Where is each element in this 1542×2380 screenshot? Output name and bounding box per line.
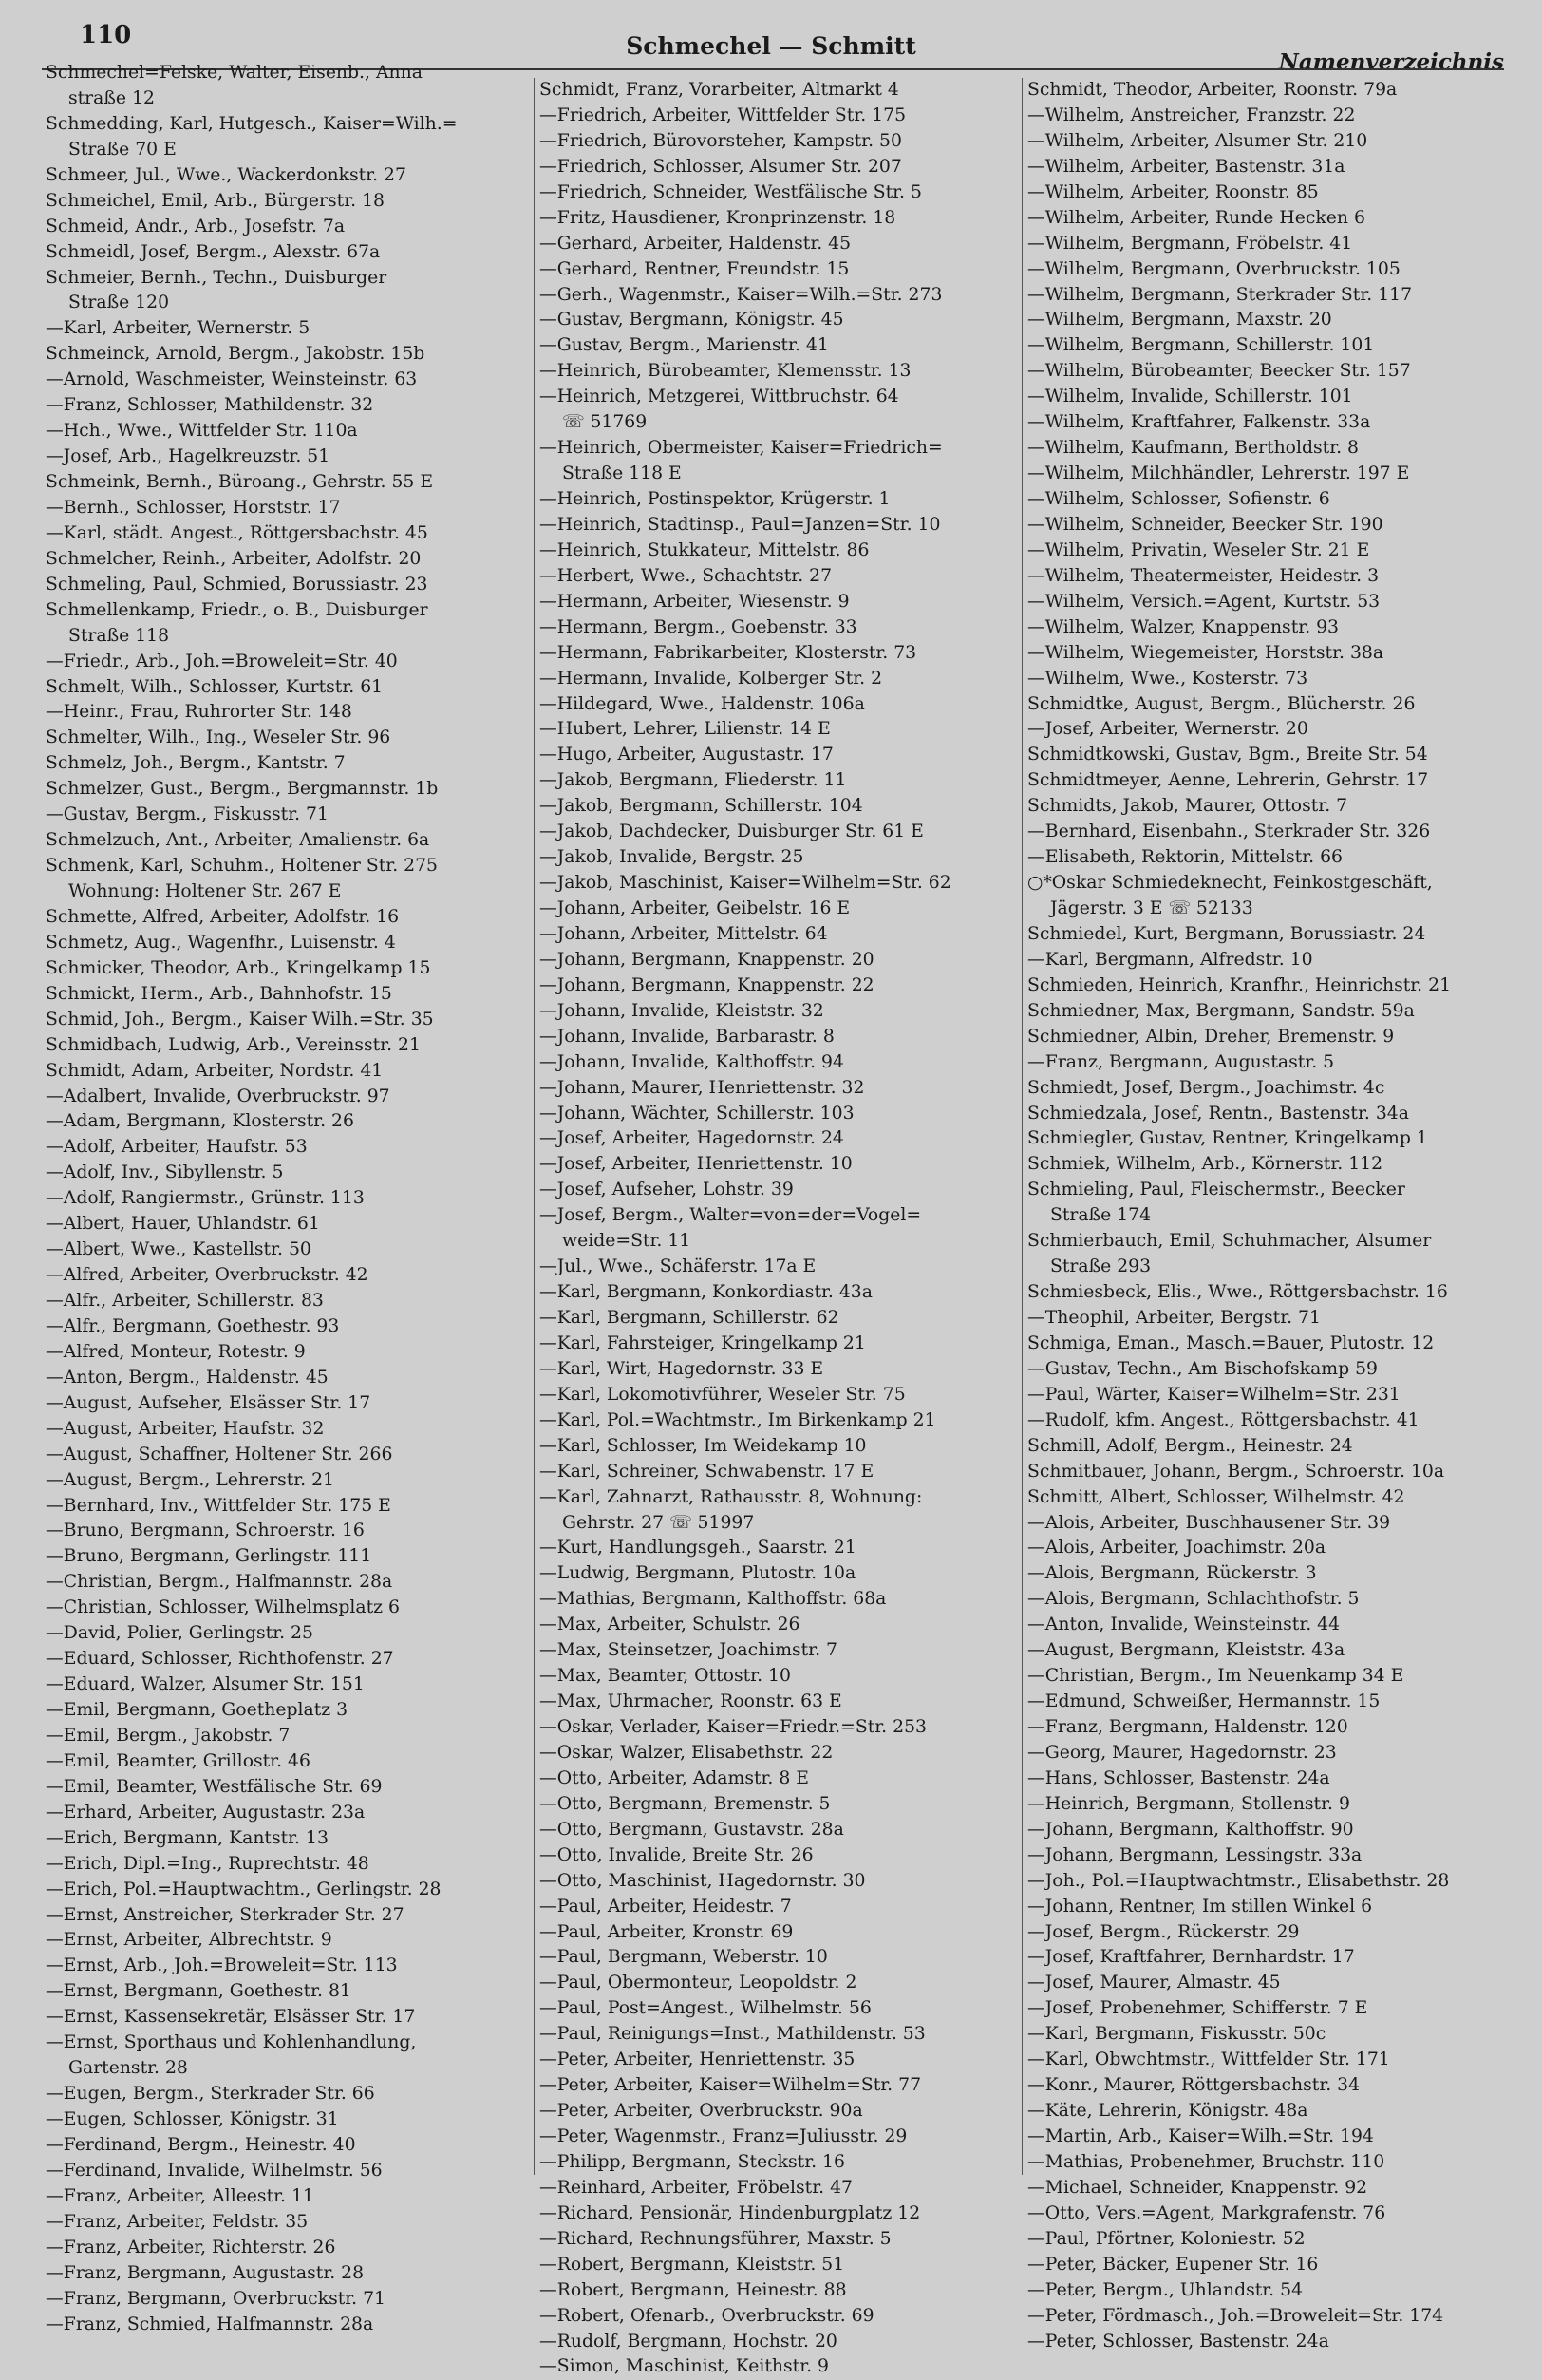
directory-entry: —Reinhard, Arbeiter, Fröbelstr. 47 — [539, 2177, 853, 2198]
column-3 — [1027, 78, 1515, 2354]
directory-entry: —Herbert, Wwe., Schachtstr. 27 — [539, 565, 833, 586]
directory-entry: Schmiga, Eman., Masch.=Bauer, Plutostr. 12 — [1027, 1332, 1435, 1353]
directory-entry: Schmickt, Herm., Arb., Bahnhofstr. 15 — [46, 983, 392, 1004]
directory-entry: Schmetz, Aug., Wagenfhr., Luisenstr. 4 — [46, 932, 396, 953]
directory-entry: —Alois, Bergmann, Schlachthofstr. 5 — [1027, 1589, 1360, 1610]
directory-entry: Schmieling, Paul, Fleischermstr., Beecker — [1027, 1180, 1405, 1200]
directory-entry: —Paul, Arbeiter, Kronstr. 69 — [539, 1921, 794, 1942]
directory-entry: —Alfred, Arbeiter, Overbruckstr. 42 — [46, 1265, 368, 1286]
directory-entry: Gartenstr. 28 — [68, 2058, 188, 2079]
directory-entry: —Heinrich, Stadtinsp., Paul=Janzen=Str. 10 — [539, 514, 941, 535]
directory-entry: —Paul, Reinigungs=Inst., Mathildenstr. 53 — [539, 2024, 926, 2045]
directory-entry: —Ludwig, Bergmann, Plutostr. 10a — [539, 1563, 856, 1584]
directory-entry: —Bernhard, Inv., Wittfelder Str. 175 E — [46, 1495, 391, 1516]
directory-entry: —Jul., Wwe., Schäferstr. 17a E — [539, 1256, 817, 1277]
directory-entry: —Richard, Pensionär, Hindenburgplatz 12 — [539, 2202, 921, 2223]
directory-entry: —Hugo, Arbeiter, Augustastr. 17 — [539, 745, 834, 765]
directory-entry: —Johann, Rentner, Im stillen Winkel 6 — [1027, 1896, 1373, 1917]
directory-entry: —Karl, Bergmann, Fiskusstr. 50c — [1027, 2024, 1326, 2045]
directory-entry: —Peter, Bäcker, Eupener Str. 16 — [1027, 2254, 1319, 2275]
directory-entry: Schmiegler, Gustav, Rentner, Kringelkamp 1 — [1027, 1128, 1428, 1149]
directory-entry: —Gerhard, Rentner, Freundstr. 15 — [539, 258, 850, 279]
directory-entry: —Kurt, Handlungsgeh., Saarstr. 21 — [539, 1538, 856, 1558]
directory-entry: —Friedrich, Schlosser, Alsumer Str. 207 — [539, 156, 902, 177]
directory-entry: —Jakob, Bergmann, Fliederstr. 11 — [539, 770, 847, 791]
directory-entry: —Otto, Invalide, Breite Str. 26 — [539, 1844, 814, 1865]
directory-entry: —Heinrich, Stukkateur, Mittelstr. 86 — [539, 539, 870, 560]
directory-entry: —Fritz, Hausdiener, Kronprinzenstr. 18 — [539, 207, 896, 228]
directory-entry: —Robert, Ofenarb., Overbruckstr. 69 — [539, 2305, 874, 2326]
directory-entry: —Franz, Bergmann, Augustastr. 5 — [1027, 1051, 1335, 1072]
directory-entry: Schmelcher, Reinh., Arbeiter, Adolfstr. 20 — [46, 548, 422, 569]
directory-entry: —Peter, Arbeiter, Kaiser=Wilhelm=Str. 77 — [539, 2075, 922, 2096]
directory-entry: —Ernst, Anstreicher, Sterkrader Str. 27 — [46, 1904, 404, 1925]
directory-entry: —Friedrich, Arbeiter, Wittfelder Str. 175 — [539, 104, 907, 125]
directory-entry: —Erich, Pol.=Hauptwachtm., Gerlingstr. 28 — [46, 1879, 442, 1899]
directory-entry: Schmierbauch, Emil, Schuhmacher, Alsumer — [1027, 1231, 1432, 1252]
directory-entry: —Edmund, Schweißer, Hermannstr. 15 — [1027, 1691, 1381, 1712]
directory-entry: Schmedding, Karl, Hutgesch., Kaiser=Wilh.= — [46, 113, 458, 134]
directory-entry: —Karl, Pol.=Wachtmstr., Im Birkenkamp 21 — [539, 1409, 936, 1430]
directory-entry: —Wilhelm, Bergmann, Schillerstr. 101 — [1027, 335, 1375, 356]
directory-entry: —David, Polier, Gerlingstr. 25 — [46, 1623, 313, 1644]
directory-entry: ○*Oskar Schmiedeknecht, Feinkostgeschäft, — [1027, 873, 1433, 894]
directory-entry: —Adam, Bergmann, Klosterstr. 26 — [46, 1111, 354, 1132]
directory-entry: —Max, Beamter, Ottostr. 10 — [539, 1666, 791, 1687]
directory-entry: —Heinrich, Bergmann, Stollenstr. 9 — [1027, 1793, 1350, 1814]
directory-entry: —Wilhelm, Schneider, Beecker Str. 190 — [1027, 514, 1383, 535]
directory-entry: —Wilhelm, Bergmann, Maxstr. 20 — [1027, 310, 1332, 331]
directory-entry: —Otto, Bergmann, Bremenstr. 5 — [539, 1793, 831, 1814]
directory-entry: Schmeink, Bernh., Büroang., Gehrstr. 55 E — [46, 472, 434, 492]
directory-entry: —Jakob, Bergmann, Schillerstr. 104 — [539, 796, 863, 817]
directory-entry: —Emil, Bergm., Jakobstr. 7 — [46, 1725, 291, 1746]
directory-entry: —Johann, Bergmann, Lessingstr. 33a — [1027, 1844, 1363, 1865]
directory-entry: —Jakob, Invalide, Bergstr. 25 — [539, 847, 804, 868]
directory-entry: —Adalbert, Invalide, Overbruckstr. 97 — [46, 1086, 390, 1106]
directory-entry: —Christian, Schlosser, Wilhelmsplatz 6 — [46, 1597, 400, 1618]
directory-entry: —Hermann, Invalide, Kolberger Str. 2 — [539, 668, 883, 689]
directory-entry: —Martin, Arb., Kaiser=Wilh.=Str. 194 — [1027, 2126, 1374, 2146]
directory-entry: Schmidtkowski, Gustav, Bgm., Breite Str. 54 — [1027, 745, 1428, 765]
directory-entry: —Otto, Vers.=Agent, Markgrafenstr. 76 — [1027, 2202, 1386, 2223]
directory-entry: —Erich, Bergmann, Kantstr. 13 — [46, 1827, 329, 1848]
directory-entry: —Josef, Arbeiter, Wernerstr. 20 — [1027, 719, 1308, 740]
directory-entry: —Mathias, Bergmann, Kalthoffstr. 68a — [539, 1589, 887, 1610]
directory-entry: —Philipp, Bergmann, Steckstr. 16 — [539, 2151, 845, 2172]
directory-entry: —Emil, Beamter, Westfälische Str. 69 — [46, 1776, 383, 1797]
directory-entry: —Wilhelm, Arbeiter, Bastenstr. 31a — [1027, 156, 1345, 177]
directory-entry: —Friedrich, Schneider, Westfälische Str. 5 — [539, 181, 922, 202]
directory-entry: —Josef, Arb., Hagelkreuzstr. 51 — [46, 446, 330, 467]
directory-entry: —Ernst, Kassensekretär, Elsässer Str. 17 — [46, 2007, 416, 2028]
directory-entry: Schmidbach, Ludwig, Arb., Vereinsstr. 21 — [46, 1034, 421, 1055]
directory-entry: —Otto, Arbeiter, Adamstr. 8 E — [539, 1767, 809, 1788]
directory-entry: Wohnung: Holtener Str. 267 E — [68, 881, 342, 901]
directory-entry: Schmechel=Felske, Walter, Eisenb., Anna — [46, 63, 423, 83]
directory-entry: Schmelter, Wilh., Ing., Weseler Str. 96 — [46, 727, 391, 748]
directory-entry: —Alois, Arbeiter, Joachimstr. 20a — [1027, 1538, 1326, 1558]
directory-entry: —Peter, Wagenmstr., Franz=Juliusstr. 29 — [539, 2126, 908, 2146]
directory-entry: —Ernst, Arbeiter, Albrechtstr. 9 — [46, 1930, 332, 1951]
directory-entry: Schmeid, Andr., Arb., Josefstr. 7a — [46, 216, 346, 236]
directory-entry: Schmette, Alfred, Arbeiter, Adolfstr. 16 — [46, 906, 400, 927]
directory-entry: —August, Bergm., Lehrerstr. 21 — [46, 1469, 335, 1490]
directory-entry: Schmeling, Paul, Schmied, Borussiastr. 23 — [46, 574, 428, 595]
directory-entry: —Eugen, Bergm., Sterkrader Str. 66 — [46, 2084, 375, 2105]
directory-entry: ☏ 51769 — [562, 412, 648, 433]
directory-entry: Schmitbauer, Johann, Bergm., Schroerstr. 10a — [1027, 1461, 1445, 1482]
directory-entry: Schmicker, Theodor, Arb., Kringelkamp 15 — [46, 957, 431, 978]
column-divider — [534, 78, 535, 2175]
directory-entry: —Johann, Bergmann, Kalthoffstr. 90 — [1027, 1819, 1354, 1840]
directory-entry: —Paul, Post=Angest., Wilhelmstr. 56 — [539, 1998, 872, 2019]
directory-entry: —Rudolf, Bergmann, Hochstr. 20 — [539, 2331, 837, 2352]
directory-entry: —Karl, städt. Angest., Röttgersbachstr. 45 — [46, 522, 428, 543]
directory-entry: —Adolf, Arbeiter, Haufstr. 53 — [46, 1137, 308, 1158]
directory-entry: —Wilhelm, Bürobeamter, Beecker Str. 157 — [1027, 361, 1411, 382]
directory-entry: —Wilhelm, Arbeiter, Alsumer Str. 210 — [1027, 130, 1368, 151]
directory-entry: —Bernh., Schlosser, Horststr. 17 — [46, 497, 341, 518]
directory-entry: —Josef, Maurer, Almastr. 45 — [1027, 1973, 1281, 1993]
directory-entry: —August, Aufseher, Elsässer Str. 17 — [46, 1392, 371, 1413]
directory-entry: —Theophil, Arbeiter, Bergstr. 71 — [1027, 1308, 1321, 1328]
directory-entry: —Karl, Fahrsteiger, Kringelkamp 21 — [539, 1332, 866, 1353]
directory-entry: —Ernst, Sporthaus und Kohlenhandlung, — [46, 2032, 417, 2053]
directory-entry: —Ferdinand, Invalide, Wilhelmstr. 56 — [46, 2160, 383, 2181]
directory-entry: —Konr., Maurer, Röttgersbachstr. 34 — [1027, 2075, 1361, 2096]
directory-entry: —August, Bergmann, Kleiststr. 43a — [1027, 1640, 1345, 1661]
directory-entry: Schmeichel, Emil, Arb., Bürgerstr. 18 — [46, 190, 385, 211]
directory-entry: —Franz, Schlosser, Mathildenstr. 32 — [46, 395, 374, 416]
directory-entry: —Oskar, Verlader, Kaiser=Friedr.=Str. 253 — [539, 1717, 927, 1737]
directory-entry: —Peter, Bergm., Uhlandstr. 54 — [1027, 2279, 1304, 2300]
directory-entry: —Wilhelm, Kraftfahrer, Falkenstr. 33a — [1027, 412, 1371, 433]
directory-entry: —Hubert, Lehrer, Lilienstr. 14 E — [539, 719, 831, 740]
directory-entry: —Wilhelm, Arbeiter, Runde Hecken 6 — [1027, 207, 1365, 228]
directory-entry: —Albert, Wwe., Kastellstr. 50 — [46, 1239, 311, 1260]
directory-entry: —Karl, Arbeiter, Wernerstr. 5 — [46, 318, 310, 339]
directory-entry: Schmidtke, August, Bergm., Blücherstr. 26 — [1027, 693, 1416, 714]
directory-entry: —Peter, Arbeiter, Henriettenstr. 35 — [539, 2049, 856, 2070]
directory-entry: —Johann, Maurer, Henriettenstr. 32 — [539, 1077, 865, 1098]
directory-entry: Schmidt, Adam, Arbeiter, Nordstr. 41 — [46, 1060, 384, 1081]
directory-entry: —Karl, Zahnarzt, Rathausstr. 8, Wohnung: — [539, 1486, 923, 1507]
directory-entry: Gehrstr. 27 ☏ 51997 — [562, 1512, 755, 1533]
directory-entry: Schmeier, Bernh., Techn., Duisburger — [46, 267, 387, 288]
directory-entry: —Franz, Arbeiter, Richterstr. 26 — [46, 2237, 336, 2257]
directory-entry: Schmelt, Wilh., Schlosser, Kurtstr. 61 — [46, 676, 384, 697]
directory-entry: —Elisabeth, Rektorin, Mittelstr. 66 — [1027, 847, 1343, 868]
directory-entry: —Franz, Arbeiter, Feldstr. 35 — [46, 2211, 309, 2232]
directory-entry: —Ferdinand, Bergm., Heinestr. 40 — [46, 2134, 356, 2155]
directory-entry: —Karl, Bergmann, Konkordiastr. 43a — [539, 1282, 873, 1303]
column-2 — [539, 78, 1027, 2380]
directory-entry: Schmiedt, Josef, Bergm., Joachimstr. 4c — [1027, 1077, 1385, 1098]
directory-entry: Schmidts, Jakob, Maurer, Ottostr. 7 — [1027, 796, 1348, 817]
directory-entry: Schmitt, Albert, Schlosser, Wilhelmstr. 42 — [1027, 1486, 1405, 1507]
directory-entry: —Wilhelm, Anstreicher, Franzstr. 22 — [1027, 104, 1356, 125]
directory-entry: —Paul, Arbeiter, Heidestr. 7 — [539, 1896, 792, 1917]
directory-entry: —Josef, Bergm., Walter=von=der=Vogel= — [539, 1205, 922, 1226]
directory-entry: —Gerh., Wagenmstr., Kaiser=Wilh.=Str. 273 — [539, 284, 943, 305]
directory-entry: —Ernst, Bergmann, Goethestr. 81 — [46, 1981, 351, 2002]
directory-entry: —Franz, Schmied, Halfmannstr. 28a — [46, 2314, 374, 2334]
directory-entry: straße 12 — [68, 87, 155, 108]
directory-entry: —Jakob, Maschinist, Kaiser=Wilhelm=Str. 62 — [539, 873, 951, 894]
directory-entry: —Franz, Arbeiter, Alleestr. 11 — [46, 2185, 314, 2206]
directory-entry: —Hermann, Fabrikarbeiter, Klosterstr. 73 — [539, 642, 917, 663]
page-title: Schmechel — Schmitt — [626, 32, 916, 60]
directory-entry: —Johann, Bergmann, Knappenstr. 22 — [539, 974, 874, 995]
directory-entry: —Mathias, Probenehmer, Bruchstr. 110 — [1027, 2151, 1385, 2172]
directory-entry: Schmeer, Jul., Wwe., Wackerdonkstr. 27 — [46, 164, 406, 185]
directory-entry: Straße 120 — [68, 293, 170, 313]
directory-entry: —Joh., Pol.=Hauptwachtmstr., Elisabethstr. 28 — [1027, 1870, 1450, 1891]
directory-entry: —Josef, Arbeiter, Hagedornstr. 24 — [539, 1128, 844, 1149]
directory-entry: —Wilhelm, Privatin, Weseler Str. 21 E — [1027, 539, 1370, 560]
directory-entry: —Josef, Arbeiter, Henriettenstr. 10 — [539, 1154, 853, 1175]
directory-entry: —Emil, Bergmann, Goetheplatz 3 — [46, 1700, 348, 1720]
directory-entry: —Johann, Bergmann, Knappenstr. 20 — [539, 949, 874, 970]
directory-entry: —Karl, Wirt, Hagedornstr. 33 E — [539, 1358, 824, 1379]
directory-entry: —Alfr., Bergmann, Goethestr. 93 — [46, 1315, 340, 1336]
directory-entry: —Hch., Wwe., Wittfelder Str. 110a — [46, 421, 358, 442]
directory-entry: Schmidtmeyer, Aenne, Lehrerin, Gehrstr. 17 — [1027, 770, 1429, 791]
directory-entry: —Josef, Kraftfahrer, Bernhardstr. 17 — [1027, 1947, 1355, 1968]
directory-entry: —Erich, Dipl.=Ing., Ruprechtstr. 48 — [46, 1853, 369, 1874]
directory-entry: Schmelzuch, Ant., Arbeiter, Amalienstr. 6a — [46, 830, 430, 851]
directory-entry: —Hildegard, Wwe., Haldenstr. 106a — [539, 693, 865, 714]
directory-entry: —Franz, Bergmann, Overbruckstr. 71 — [46, 2288, 386, 2309]
directory-entry: —Gerhard, Arbeiter, Haldenstr. 45 — [539, 233, 852, 254]
directory-entry: —Adolf, Rangiermstr., Grünstr. 113 — [46, 1188, 365, 1209]
directory-entry: —Eugen, Schlosser, Königstr. 31 — [46, 2109, 339, 2129]
directory-entry: —Adolf, Inv., Sibyllenstr. 5 — [46, 1162, 284, 1183]
directory-entry: —Karl, Schreiner, Schwabenstr. 17 E — [539, 1461, 874, 1482]
directory-entry: —Karl, Schlosser, Im Weidekamp 10 — [539, 1435, 867, 1456]
directory-entry: Schmill, Adolf, Bergm., Heinestr. 24 — [1027, 1435, 1353, 1456]
directory-entry: —Wilhelm, Wwe., Kosterstr. 73 — [1027, 668, 1308, 689]
directory-entry: —Hermann, Arbeiter, Wiesenstr. 9 — [539, 591, 850, 612]
directory-entry: —Johann, Wächter, Schillerstr. 103 — [539, 1103, 855, 1124]
directory-entry: Straße 174 — [1050, 1205, 1152, 1226]
directory-entry: Straße 70 E — [68, 139, 177, 160]
directory-entry: —Josef, Aufseher, Lohstr. 39 — [539, 1180, 794, 1200]
directory-entry: —Rudolf, kfm. Angest., Röttgersbachstr. 41 — [1027, 1409, 1420, 1430]
directory-entry: —Christian, Bergm., Im Neuenkamp 34 E — [1027, 1666, 1404, 1687]
directory-entry: —Simon, Maschinist, Keithstr. 9 — [539, 2356, 830, 2377]
directory-entry: —Johann, Arbeiter, Mittelstr. 64 — [539, 923, 828, 944]
directory-entry: Schmieden, Heinrich, Kranfhr., Heinrichstr. 21 — [1027, 974, 1452, 995]
directory-entry: Straße 293 — [1050, 1256, 1152, 1277]
directory-entry: —Robert, Bergmann, Heinestr. 88 — [539, 2279, 847, 2300]
directory-entry: —Max, Arbeiter, Schulstr. 26 — [539, 1615, 800, 1635]
directory-entry: —Erhard, Arbeiter, Augustastr. 23a — [46, 1802, 366, 1823]
directory-entry: —Peter, Schlosser, Bastenstr. 24a — [1027, 2331, 1329, 2352]
directory-entry: —Michael, Schneider, Knappenstr. 92 — [1027, 2177, 1368, 2198]
directory-entry: —Heinrich, Obermeister, Kaiser=Friedrich= — [539, 438, 943, 459]
directory-entry: Schmellenkamp, Friedr., o. B., Duisburger — [46, 599, 428, 620]
directory-entry: Schmelz, Joh., Bergm., Kantstr. 7 — [46, 753, 346, 774]
directory-entry: —Peter, Arbeiter, Overbruckstr. 90a — [539, 2101, 863, 2122]
directory-entry: —Max, Uhrmacher, Roonstr. 63 E — [539, 1691, 842, 1712]
directory-entry: —Georg, Maurer, Hagedornstr. 23 — [1027, 1742, 1337, 1763]
directory-entry: Schmid, Joh., Bergm., Kaiser Wilh.=Str. 35 — [46, 1009, 434, 1029]
directory-entry: —Wilhelm, Bergmann, Sterkrader Str. 117 — [1027, 284, 1413, 305]
directory-entry: —Peter, Fördmasch., Joh.=Broweleit=Str. 174 — [1027, 2305, 1444, 2326]
directory-entry: —Otto, Maschinist, Hagedornstr. 30 — [539, 1870, 866, 1891]
directory-entry: —Richard, Rechnungsführer, Maxstr. 5 — [539, 2228, 892, 2249]
directory-entry: Straße 118 E — [562, 463, 682, 484]
directory-entry: —Franz, Bergmann, Augustastr. 28 — [46, 2262, 365, 2283]
directory-entry: —Wilhelm, Wiegemeister, Horststr. 38a — [1027, 642, 1384, 663]
directory-entry: —Wilhelm, Bergmann, Overbruckstr. 105 — [1027, 258, 1401, 279]
directory-entry: —Hermann, Bergm., Goebenstr. 33 — [539, 616, 857, 637]
directory-entry: —Gustav, Bergm., Fiskusstr. 71 — [46, 804, 329, 825]
directory-entry: —Bernhard, Eisenbahn., Sterkrader Str. 326 — [1027, 822, 1431, 842]
section-heading: Namenverzeichnis — [1278, 49, 1504, 75]
directory-entry: Schmiedzala, Josef, Rentn., Bastenstr. 34a — [1027, 1103, 1409, 1124]
directory-entry: —Albert, Hauer, Uhlandstr. 61 — [46, 1214, 320, 1235]
directory-entry: —Wilhelm, Milchhändler, Lehrerstr. 197 E — [1027, 463, 1410, 484]
directory-entry: —Wilhelm, Arbeiter, Roonstr. 85 — [1027, 181, 1319, 202]
directory-entry: —Otto, Bergmann, Gustavstr. 28a — [539, 1819, 844, 1840]
directory-entry: —Paul, Obermonteur, Leopoldstr. 2 — [539, 1973, 857, 1993]
directory-entry: —Franz, Bergmann, Haldenstr. 120 — [1027, 1717, 1348, 1737]
directory-entry: —Wilhelm, Bergmann, Fröbelstr. 41 — [1027, 233, 1353, 254]
directory-entry: —Jakob, Dachdecker, Duisburger Str. 61 E — [539, 822, 924, 842]
directory-entry: —Friedrich, Bürovorsteher, Kampstr. 50 — [539, 130, 902, 151]
directory-entry: —Ernst, Arb., Joh.=Broweleit=Str. 113 — [46, 1955, 398, 1976]
directory-entry: —Josef, Bergm., Rückerstr. 29 — [1027, 1921, 1300, 1942]
directory-entry: weide=Str. 11 — [562, 1231, 691, 1252]
directory-entry: Schmenk, Karl, Schuhm., Holtener Str. 275 — [46, 856, 438, 877]
directory-entry: —Karl, Bergmann, Schillerstr. 62 — [539, 1308, 839, 1328]
directory-entry: —Heinr., Frau, Ruhrorter Str. 148 — [46, 702, 352, 723]
directory-entry: —Alfred, Monteur, Rotestr. 9 — [46, 1341, 306, 1362]
directory-entry: —Heinrich, Postinspektor, Krügerstr. 1 — [539, 489, 891, 509]
directory-entry: —Eduard, Walzer, Alsumer Str. 151 — [46, 1674, 365, 1695]
directory-entry: —Karl, Lokomotivführer, Weseler Str. 75 — [539, 1384, 906, 1405]
directory-entry: —Arnold, Waschmeister, Weinsteinstr. 63 — [46, 369, 418, 390]
directory-entry: Schmelzer, Gust., Bergm., Bergmannstr. 1b — [46, 779, 439, 800]
directory-entry: —Wilhelm, Schlosser, Sofienstr. 6 — [1027, 489, 1330, 509]
directory-entry: —Wilhelm, Walzer, Knappenstr. 93 — [1027, 616, 1339, 637]
directory-entry: —Heinrich, Metzgerei, Wittbruchstr. 64 — [539, 387, 899, 407]
directory-entry: Schmidt, Franz, Vorarbeiter, Altmarkt 4 — [539, 80, 899, 100]
directory-entry: —Johann, Arbeiter, Geibelstr. 16 E — [539, 898, 851, 918]
directory-entry: —Johann, Invalide, Kalthoffstr. 94 — [539, 1051, 844, 1072]
directory-entry: —Paul, Bergmann, Weberstr. 10 — [539, 1947, 828, 1968]
directory-entry: —Anton, Invalide, Weinsteinstr. 44 — [1027, 1615, 1341, 1635]
directory-entry: —Paul, Wärter, Kaiser=Wilhelm=Str. 231 — [1027, 1384, 1401, 1405]
directory-entry: —Käte, Lehrerin, Königstr. 48a — [1027, 2101, 1308, 2122]
directory-entry: —Josef, Probenehmer, Schifferstr. 7 E — [1027, 1998, 1368, 2019]
directory-entry: Straße 118 — [68, 625, 170, 646]
directory-entry: —Bruno, Bergmann, Gerlingstr. 111 — [46, 1546, 372, 1567]
directory-entry: —Alois, Bergmann, Rückerstr. 3 — [1027, 1563, 1317, 1584]
directory-entry: —Alois, Arbeiter, Buschhausener Str. 39 — [1027, 1512, 1391, 1533]
directory-entry: —August, Arbeiter, Haufstr. 32 — [46, 1418, 325, 1439]
directory-entry: Schmeidl, Josef, Bergm., Alexstr. 67a — [46, 241, 381, 262]
directory-entry: Schmiesbeck, Elis., Wwe., Röttgersbachstr. 16 — [1027, 1282, 1448, 1303]
directory-entry: Jägerstr. 3 E ☏ 52133 — [1050, 898, 1253, 918]
directory-entry: —Wilhelm, Theatermeister, Heidestr. 3 — [1027, 565, 1380, 586]
directory-entry: —Heinrich, Bürobeamter, Klemensstr. 13 — [539, 361, 912, 382]
directory-entry: —Bruno, Bergmann, Schroerstr. 16 — [46, 1521, 365, 1541]
directory-entry: Schmidt, Theodor, Arbeiter, Roonstr. 79a — [1027, 80, 1398, 100]
directory-entry: Schmiek, Wilhelm, Arb., Körnerstr. 112 — [1027, 1154, 1383, 1175]
directory-entry: —Eduard, Schlosser, Richthofenstr. 27 — [46, 1649, 394, 1670]
directory-entry: Schmiedner, Albin, Dreher, Bremenstr. 9 — [1027, 1026, 1395, 1047]
directory-entry: —August, Schaffner, Holtener Str. 266 — [46, 1444, 393, 1464]
directory-entry: —Gustav, Techn., Am Bischofskamp 59 — [1027, 1358, 1378, 1379]
directory-entry: —Christian, Bergm., Halfmannstr. 28a — [46, 1572, 393, 1593]
directory-entry: —Gustav, Bergm., Marienstr. 41 — [539, 335, 829, 356]
directory-entry: —Johann, Invalide, Barbarastr. 8 — [539, 1026, 835, 1047]
directory-entry: —Paul, Pförtner, Koloniestr. 52 — [1027, 2228, 1306, 2249]
directory-entry: —Karl, Obwchtmstr., Wittfelder Str. 171 — [1027, 2049, 1390, 2070]
page-number: 110 — [80, 21, 132, 49]
directory-entry: —Wilhelm, Versich.=Agent, Kurtstr. 53 — [1027, 591, 1381, 612]
directory-entry: —Friedr., Arb., Joh.=Broweleit=Str. 40 — [46, 651, 398, 671]
directory-entry: —Karl, Bergmann, Alfredstr. 10 — [1027, 949, 1313, 970]
directory-entry: —Robert, Bergmann, Kleiststr. 51 — [539, 2254, 845, 2275]
directory-entry: Schmeinck, Arnold, Bergm., Jakobstr. 15b — [46, 344, 425, 365]
column-1 — [46, 61, 534, 2337]
directory-entry: —Anton, Bergm., Haldenstr. 45 — [46, 1367, 329, 1388]
directory-entry: —Max, Steinsetzer, Joachimstr. 7 — [539, 1640, 837, 1661]
directory-entry: —Johann, Invalide, Kleiststr. 32 — [539, 1000, 824, 1021]
directory-entry: —Oskar, Walzer, Elisabethstr. 22 — [539, 1742, 834, 1763]
directory-entry: —Gustav, Bergmann, Königstr. 45 — [539, 310, 844, 331]
directory-entry: —Wilhelm, Invalide, Schillerstr. 101 — [1027, 387, 1353, 407]
directory-entry: —Emil, Beamter, Grillostr. 46 — [46, 1750, 310, 1771]
directory-entry: Schmiedel, Kurt, Bergmann, Borussiastr. 24 — [1027, 923, 1426, 944]
directory-entry: —Alfr., Arbeiter, Schillerstr. 83 — [46, 1291, 324, 1311]
directory-entry: —Wilhelm, Kaufmann, Bertholdstr. 8 — [1027, 438, 1360, 459]
directory-entry: —Hans, Schlosser, Bastenstr. 24a — [1027, 1767, 1330, 1788]
directory-entry: Schmiedner, Max, Bergmann, Sandstr. 59a — [1027, 1000, 1415, 1021]
